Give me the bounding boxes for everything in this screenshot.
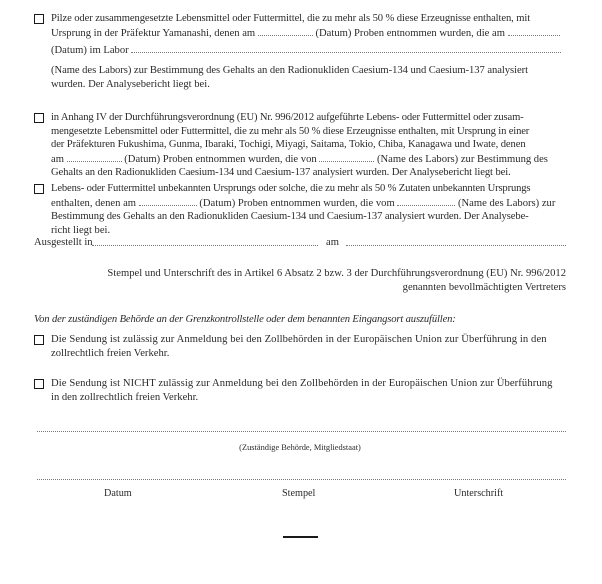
text-line: der Präfekturen Fukushima, Gunma, Ibaraki, Tochigi, Miyagi, Saitama, Tokio, Chiba, Kanagawa und Iwate, denen (51, 139, 526, 150)
lab-date-field[interactable] (508, 26, 560, 36)
option-admissible (34, 333, 566, 360)
text-line: in Anhang IV der Durchführungsverordnung (EU) Nr. 996/2012 aufgeführte Lebens- oder Futtermittel oder zusam- (51, 112, 524, 123)
issued-place-label: Ausgestellt in (34, 237, 93, 248)
option-annex-iv-text (51, 111, 566, 180)
authority-heading: Von der zuständigen Behörde an der Grenzkontrollstelle oder dem benannten Eingangsort auszufüllen: (34, 314, 456, 325)
option-unknown-origin (34, 182, 566, 237)
signature-note-line: genannten bevollmächtigten Vertreters (402, 281, 566, 293)
text-fragment: Ursprung in der Präfektur Yamanashi, denen am (51, 27, 256, 39)
checkbox-annex-iv[interactable] (34, 113, 44, 123)
text-fragment: (Datum) Proben entnommen wurden, die am (315, 27, 505, 39)
stamp-label: Stempel (282, 488, 316, 499)
text-fragment: (Name des Labors) zur Bestimmung des (377, 153, 548, 165)
sample-date-field[interactable] (139, 196, 197, 206)
text-line (51, 196, 566, 211)
authority-field[interactable] (37, 431, 566, 432)
text-line: in den zollrechtlich freien Verkehr. (51, 391, 199, 403)
text-line (51, 152, 566, 167)
issued-place-field[interactable] (92, 245, 318, 246)
text-line: mengesetzte Lebensmittel oder Futtermittel, die zu mehr als 50 % diese Erzeugnisse enthalten, mit Ursprung in einer (51, 125, 530, 137)
end-divider (283, 536, 318, 538)
text-line: Die Sendung ist zulässig zur Anmeldung bei den Zollbehörden in der Europäischen Union zur Überführung in den (51, 334, 547, 345)
text-fragment: am (51, 153, 64, 165)
checkbox-yamanashi[interactable] (34, 14, 44, 24)
text-fragment: (Name des Labors) zur (458, 197, 556, 209)
option-annex-iv (34, 111, 566, 180)
issued-place-row (34, 236, 93, 250)
signature-note-line: Stempel und Unterschrift des in Artikel 6 Absatz 2 bzw. 3 der Durchführungsverordnung (EU) Nr. 996/2012 (107, 268, 566, 279)
signature-field-line[interactable] (37, 479, 566, 480)
sample-date-field[interactable] (258, 26, 313, 36)
option-unknown-origin-text (51, 182, 566, 237)
option-yamanashi-text (51, 12, 566, 40)
text-fragment: (Datum) im Labor (51, 45, 129, 56)
lab-name-field[interactable] (131, 43, 561, 53)
checkbox-admissible[interactable] (34, 335, 44, 345)
signature-note (34, 267, 566, 294)
authority-caption: (Zuständige Behörde, Mitgliedstaat) (239, 443, 361, 452)
text-line: Bestimmung des Gehalts an den Radionukliden Caesium-134 und Caesium-137 analysiert wurden. Der Analysebe- (51, 211, 529, 222)
text-fragment: (Datum) Proben entnommen wurden, die von (124, 153, 317, 165)
text-fragment: enthalten, denen am (51, 197, 137, 209)
option-not-admissible (34, 377, 566, 404)
option-not-admissible-text (51, 377, 566, 404)
text-line: Pilze oder zusammengesetzte Lebensmittel oder Futtermittel, die zu mehr als 50 % diese Erzeugnisse enthalten, mit (51, 13, 531, 24)
checkbox-unknown-origin[interactable] (34, 184, 44, 194)
checkbox-not-admissible[interactable] (34, 379, 44, 389)
option-yamanashi-continuation (51, 64, 566, 91)
sample-date-field[interactable] (67, 152, 122, 162)
date-label: Datum (104, 488, 132, 499)
text-fragment: (Datum) Proben entnommen wurden, die vom (199, 197, 395, 209)
lab-name-field[interactable] (397, 196, 455, 206)
issued-date-field[interactable] (346, 245, 566, 246)
text-line: zollrechtlich freien Verkehr. (51, 347, 170, 359)
text-line: richt liegt bei. (51, 224, 111, 236)
option-admissible-text (51, 333, 566, 360)
lab-name-field[interactable] (319, 152, 374, 162)
text-line: Gehalts an den Radionukliden Caesium-134 und Caesium-137 analysiert wurden. Der Analysebericht liegt bei. (51, 167, 511, 178)
issued-date-label: am (326, 237, 339, 248)
text-line: wurden. Der Analysebericht liegt bei. (51, 78, 210, 90)
text-line: (Name des Labors) zur Bestimmung des Gehalts an den Radionukliden Caesium-134 und Caesium-137 analysiert (51, 65, 529, 76)
text-line: Die Sendung ist NICHT zulässig zur Anmeldung bei den Zollbehörden in der Europäischen Union zur Überführung (51, 378, 553, 389)
signature-label: Unterschrift (454, 488, 504, 499)
text-line: Lebens- oder Futtermittel unbekannten Ursprungs oder solche, die zu mehr als 50 % Zutaten unbekannten Ursprungs (51, 183, 531, 194)
text-line (51, 26, 566, 41)
option-yamanashi (34, 12, 566, 40)
lab-line (51, 43, 566, 58)
